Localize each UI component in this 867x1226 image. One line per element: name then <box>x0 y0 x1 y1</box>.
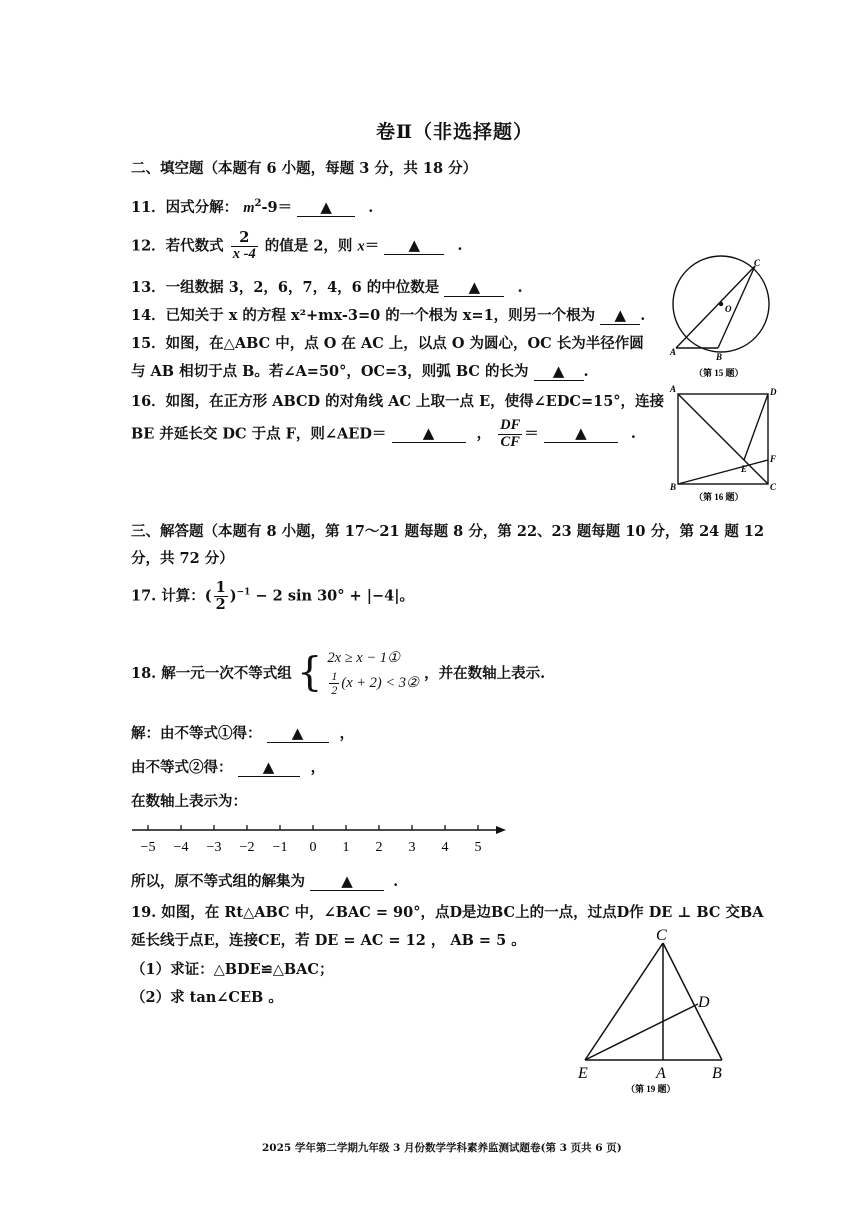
solution-line-3: 在数轴上表示为： <box>131 793 247 810</box>
fig19-caption: （第 19 题） <box>626 1084 676 1094</box>
q16-eq: ＝ <box>524 425 539 443</box>
question-17: 17. 计算：( $\frac{1}{2}$ )$^{-1}$ − 2 sin 30° + |−4|。 <box>131 579 415 613</box>
q18-prefix: 18. 解一元一次不等式组 <box>131 665 292 683</box>
solution-line-1 <box>131 722 354 743</box>
fig16-diagonal-ac <box>678 394 768 484</box>
triangle-mark-icon: ▲ <box>262 758 275 776</box>
sol-line-4-end: . <box>393 873 399 890</box>
triangle-mark-icon: ▲ <box>468 278 481 296</box>
q11-answer-blank[interactable] <box>297 198 355 217</box>
q16-num: DF <box>500 417 521 433</box>
q18-inequality-1: 2x ≥ x − 1① <box>327 650 400 666</box>
question-11 <box>131 196 373 217</box>
sol-line-1-end: ， <box>339 725 355 742</box>
triangle-mark-icon: ▲ <box>320 198 332 216</box>
q12-num: 2 <box>231 230 258 247</box>
q16-comma: ， <box>476 425 492 443</box>
number-line-tick-label: 3 <box>408 840 416 855</box>
q12-prefix: 12．若代数式 <box>131 237 224 255</box>
question-15-line-1: 15．如图，在△ABC 中，点 O 在 AC 上，以点 O 为圆心，OC 长为半径作圆 <box>131 335 644 352</box>
section-3-heading-line-1: 三、解答题（本题有 8 小题，第 17～21 题每题 8 分，第 22、23 题每题 10 分，第 24 题 12 <box>131 523 765 540</box>
triangle-mark-icon: ▲ <box>291 724 304 742</box>
fig16-label-f: F <box>770 454 777 464</box>
number-line-tick-label: 5 <box>474 840 482 855</box>
brace-icon: { <box>296 649 323 696</box>
section-3-heading-line-2: 分，共 72 分） <box>131 550 234 567</box>
q17-prefix: 17. 计算： <box>131 587 205 605</box>
figure-15 <box>662 252 782 382</box>
number-line-tick-label: 4 <box>441 840 449 855</box>
q17-base-num: 1 <box>215 579 226 596</box>
number-line-tick-label: 0 <box>309 840 317 855</box>
fig15-label-o: O <box>725 304 732 314</box>
fig19-label-e: E <box>578 1065 588 1082</box>
number-line-tick-label: −4 <box>173 840 189 855</box>
question-15-line-2 <box>131 360 589 381</box>
fig19-label-d: D <box>698 994 710 1011</box>
solution-line-2 <box>131 756 325 777</box>
number-line-tick-label: −2 <box>239 840 255 855</box>
sol-line-1-text: 解：由不等式①得： <box>131 725 262 742</box>
q14-end: . <box>640 307 646 324</box>
question-18 <box>131 648 545 697</box>
q18-ineq2-den: 2 <box>331 682 338 697</box>
q14-answer-blank[interactable] <box>600 306 640 325</box>
q14-text: 14．已知关于 x 的方程 x²+mx-3=0 的一个根为 x=1，则另一个根为 <box>131 307 596 324</box>
number-line-tick-label: −5 <box>140 840 156 855</box>
fig15-center-dot <box>719 302 723 306</box>
q13-end: . <box>517 279 523 296</box>
q16-end: . <box>630 425 636 443</box>
fig16-label-e: E <box>741 464 748 474</box>
fig15-line-ac <box>676 266 755 348</box>
q12-end: . <box>457 237 463 255</box>
q16-answer-blank-1[interactable] <box>392 424 466 443</box>
question-19-line-1: 19. 如图，在 Rt△ABC 中，∠BAC = 90°，点D是边BC上的一点，过点D作 DE ⊥ BC 交BA <box>131 904 764 921</box>
q12-answer-blank[interactable] <box>384 236 444 255</box>
number-line-tick-label: 2 <box>375 840 383 855</box>
q11-sup: 2 <box>254 198 262 210</box>
fig19-line-ed <box>585 1004 698 1060</box>
fig19-line-cb <box>663 943 722 1060</box>
q17-exp: −1 <box>236 587 251 598</box>
q13-answer-blank[interactable] <box>444 278 504 297</box>
fig15-caption: （第 15 题） <box>694 368 744 378</box>
question-12 <box>131 230 462 263</box>
q15-answer-blank[interactable] <box>534 362 584 381</box>
question-16-line-1: 16．如图，在正方形 ABCD 的对角线 AC 上取一点 E，使得∠EDC=15°，连接 <box>131 393 665 410</box>
fig16-label-a: A <box>670 384 677 394</box>
sol-answer-blank-3[interactable] <box>310 872 384 891</box>
question-19-line-2: 延长线于点E，连接CE，若 DE = AC = 12 ， AB = 5 。 <box>131 932 526 949</box>
number-line <box>128 818 512 860</box>
triangle-mark-icon: ▲ <box>614 306 626 324</box>
fig15-label-c: C <box>754 258 761 268</box>
fig19-label-c: C <box>656 927 667 944</box>
fig16-label-d: D <box>770 387 777 397</box>
triangle-mark-icon: ▲ <box>575 424 587 443</box>
fig19-label-b: B <box>712 1065 722 1082</box>
q12-den: x -4 <box>232 245 256 262</box>
q16-den: CF <box>500 433 520 450</box>
solution-line-4 <box>131 870 398 891</box>
q16-line-2-text: BE 并延长交 DC 于点 F，则∠AED＝ <box>131 425 387 443</box>
q17-rest: − 2 sin 30° + |−4| <box>250 587 400 605</box>
fig19-label-a: A <box>656 1065 666 1082</box>
triangle-mark-icon: ▲ <box>552 362 565 380</box>
section-2-heading: 二、填空题（本题有 6 小题，每题 3 分，共 18 分） <box>131 160 478 177</box>
q18-suffix: ，并在数轴上表示. <box>424 665 546 683</box>
fig15-line-bc <box>718 266 755 348</box>
q15-end: . <box>583 363 589 380</box>
fig16-line-bf <box>678 460 768 484</box>
q17-base-den: 2 <box>215 595 226 613</box>
number-line-tick-label: −3 <box>206 840 222 855</box>
q13-text: 13．一组数据 3，2，6，7，4，6 的中位数是 <box>131 279 440 296</box>
q17-end: 。 <box>399 587 415 605</box>
q18-ineq2-num: 1 <box>331 668 338 683</box>
q11-rest: -9＝ <box>261 199 293 216</box>
fig16-label-b: B <box>670 482 677 492</box>
question-19-part-2: （2）求 tan∠CEB 。 <box>131 989 283 1006</box>
sol-answer-blank-1[interactable] <box>267 724 329 743</box>
figure-19 <box>570 926 740 1098</box>
triangle-mark-icon: ▲ <box>408 236 421 255</box>
q11-prefix: 11．因式分解： <box>131 199 239 216</box>
q18-inequality-2: (x + 2) < 3② <box>341 674 420 691</box>
question-13 <box>131 276 523 297</box>
page-title: 卷Ⅱ（非选择题） <box>376 121 534 143</box>
sol-line-4-text: 所以，原不等式组的解集为 <box>131 873 305 890</box>
figure-16 <box>664 380 784 504</box>
triangle-mark-icon: ▲ <box>422 424 435 443</box>
fig19-line-ec <box>585 943 663 1060</box>
number-line-tick-label: −1 <box>272 840 288 855</box>
question-19-part-1: （1）求证：△BDE≌△BAC； <box>131 961 334 978</box>
q12-mid: 的值是 2，则 <box>264 237 358 255</box>
page-footer: 2025 学年第二学期九年级 3 月份数学学科素养监测试题卷(第 3 页共 6 页) <box>262 1142 622 1154</box>
triangle-mark-icon: ▲ <box>341 872 353 890</box>
number-line-tick-label: 1 <box>342 840 350 855</box>
q16-answer-blank-2[interactable] <box>544 424 618 443</box>
fig15-label-a: A <box>670 347 677 357</box>
question-14 <box>131 304 645 325</box>
fig15-label-b: B <box>716 352 723 362</box>
arrow-right-icon <box>496 826 506 834</box>
q12-eq: ＝ <box>364 237 380 255</box>
question-16-line-2 <box>131 418 636 451</box>
sol-line-2-end: ， <box>310 759 326 776</box>
fig16-line-de <box>744 394 768 460</box>
sol-answer-blank-2[interactable] <box>238 758 300 777</box>
q11-end: . <box>368 199 374 216</box>
sol-line-2-text: 由不等式②得： <box>131 759 233 776</box>
fig16-label-c: C <box>770 482 777 492</box>
q11-expr: m <box>243 200 255 216</box>
q15-line-2-text: 与 AB 相切于点 B。若∠A=50°，OC=3，则弧 BC 的长为 <box>131 363 529 380</box>
q12-var: x <box>357 238 365 255</box>
fig16-caption: （第 16 题） <box>694 492 744 502</box>
